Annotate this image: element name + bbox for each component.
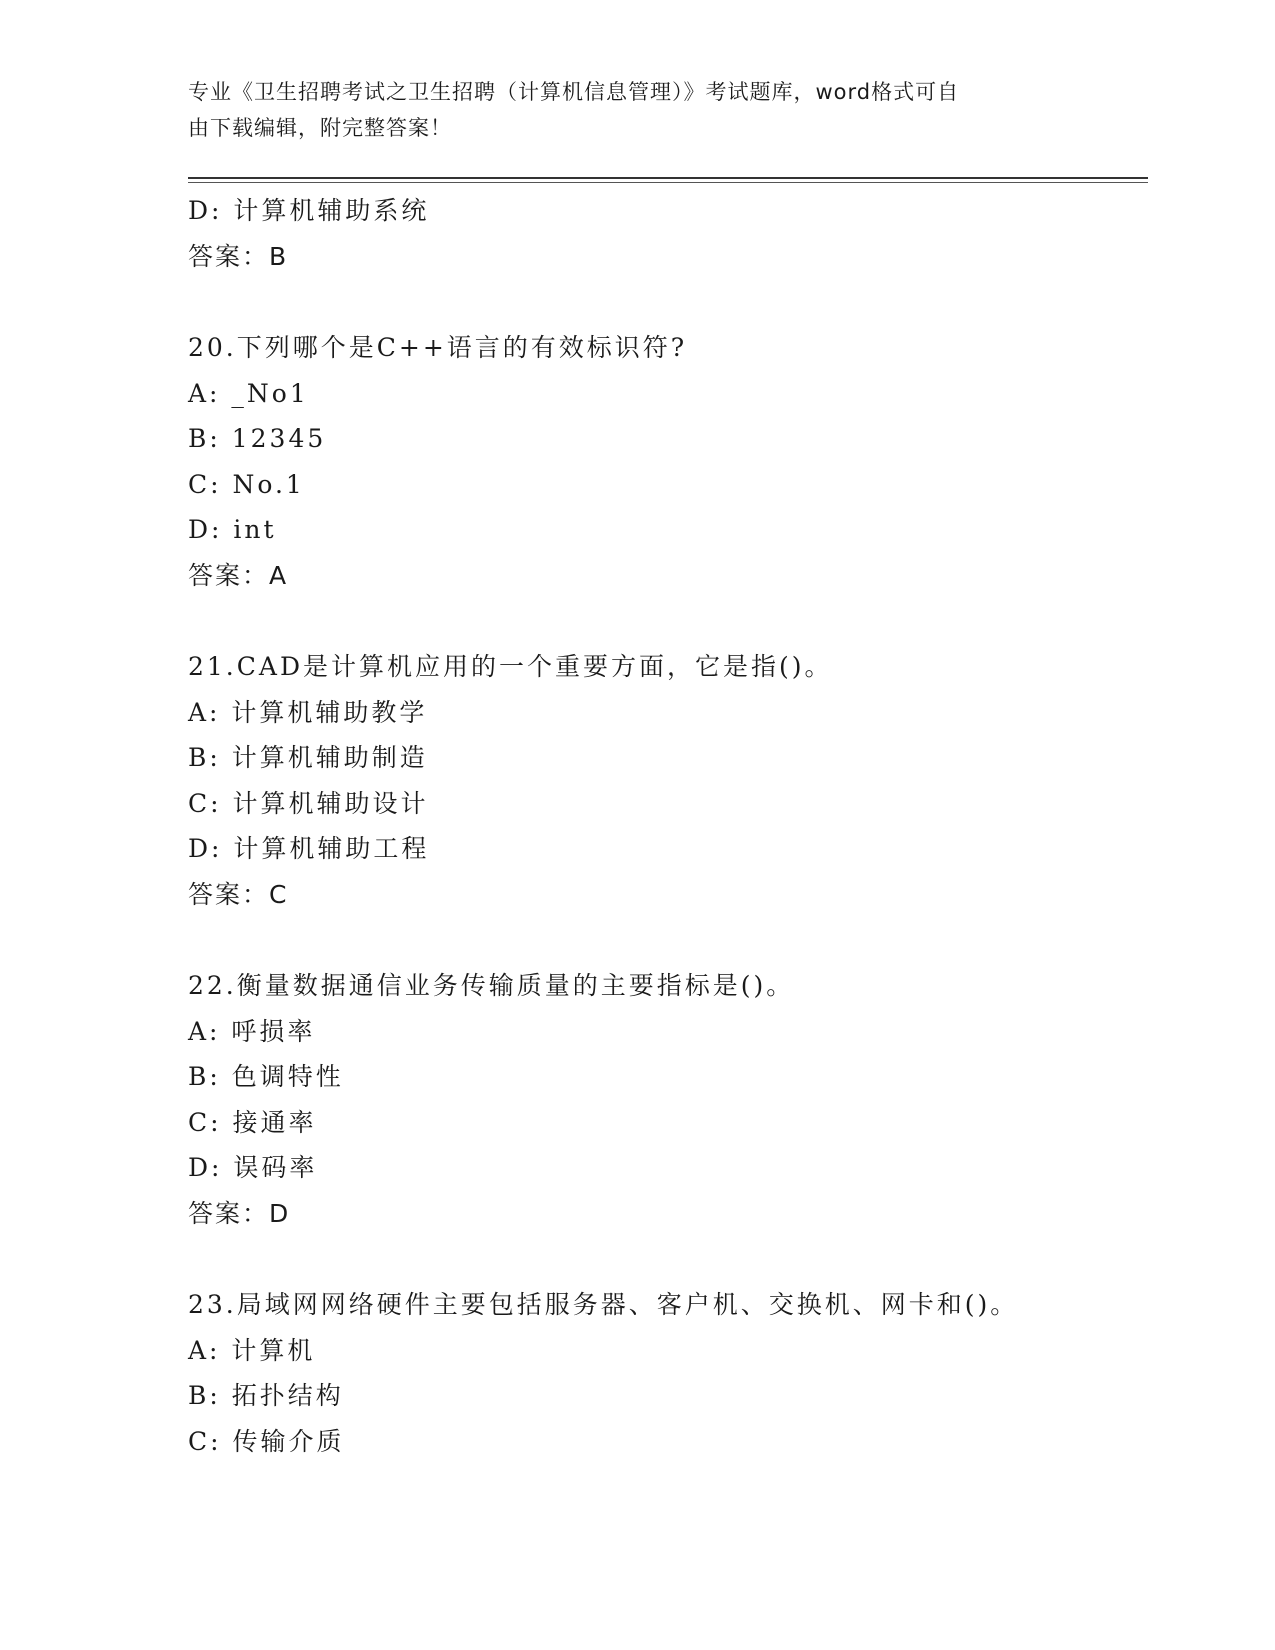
spacer: [188, 917, 1148, 963]
answer-label: 答案：D: [188, 1198, 291, 1228]
answer-label: 答案：B: [188, 241, 289, 271]
header-line-2: 由下载编辑，附完整答案！: [188, 116, 452, 140]
option-d: D: 计算机辅助系统: [188, 196, 430, 225]
option-a: A: 计算机辅助教学: [188, 697, 428, 727]
option-a: A: 呼损率: [188, 1016, 316, 1046]
header-line-1: 专业《卫生招聘考试之卫生招聘（计算机信息管理）》考试题库，word格式可自: [188, 80, 960, 104]
question-list: [188, 188, 1148, 1464]
header-divider-thick: [188, 177, 1148, 179]
spacer: [188, 598, 1148, 644]
option-d: D: int: [188, 515, 277, 544]
question-stem: 23.局域网网络硬件主要包括服务器、客户机、交换机、网卡和()。: [188, 1290, 1019, 1319]
option-c: C: 传输介质: [188, 1426, 345, 1456]
spacer: [188, 1236, 1148, 1282]
answer-label: 答案：C: [188, 879, 289, 909]
option-d: D: 计算机辅助工程: [188, 834, 430, 863]
header-divider-thin: [188, 182, 1148, 183]
option-a: A: 计算机: [188, 1335, 316, 1365]
option-b: B: 色调特性: [188, 1062, 344, 1091]
option-c: C: 计算机辅助设计: [188, 788, 429, 818]
option-b: B: 计算机辅助制造: [188, 743, 428, 772]
option-c: C: No.1: [188, 469, 305, 499]
question-stem: 20.下列哪个是C++语言的有效标识符?: [188, 333, 688, 362]
option-b: B: 12345: [188, 424, 327, 453]
question-stem: 21.CAD是计算机应用的一个重要方面，它是指()。: [188, 652, 833, 681]
question-stem: 22.衡量数据通信业务传输质量的主要指标是()。: [188, 971, 795, 1000]
spacer: [188, 279, 1148, 325]
option-d: D: 误码率: [188, 1153, 318, 1182]
answer-label: 答案：A: [188, 560, 289, 590]
option-c: C: 接通率: [188, 1107, 317, 1137]
option-b: B: 拓扑结构: [188, 1381, 344, 1410]
option-a: A: _No1: [188, 378, 309, 408]
document-header: [188, 74, 1068, 146]
